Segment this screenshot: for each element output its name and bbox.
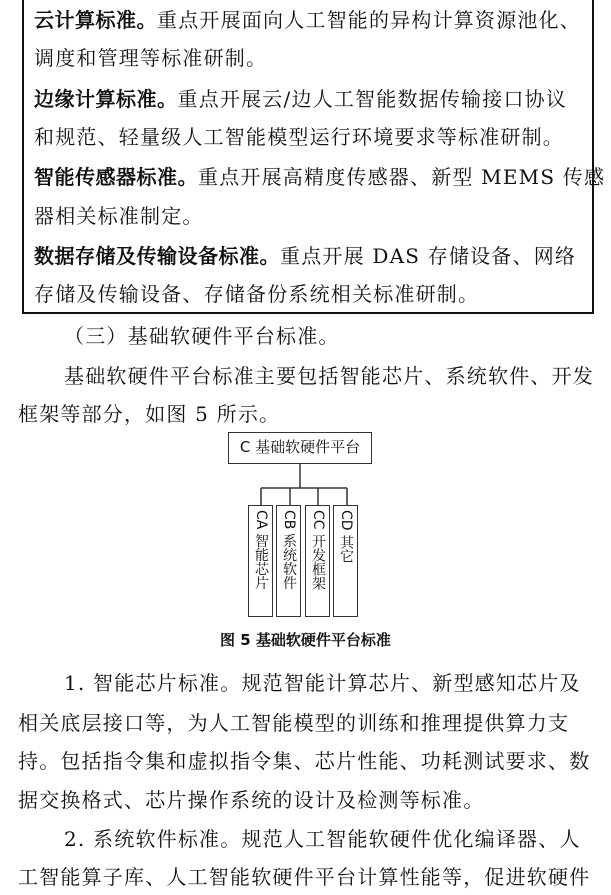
- intro-line-1: 基础软硬件平台标准主要包括智能芯片、系统软件、开发: [64, 364, 594, 388]
- section-heading: （三）基础软硬件平台标准。: [64, 324, 340, 348]
- para1-line-2: 相关底层接口等，为人工智能模型的训练和推理提供算力支: [18, 711, 570, 735]
- figure-caption: 图 5 基础软硬件平台标准: [220, 631, 391, 649]
- diagram-node-cb-label: CB 系统软件: [281, 510, 297, 590]
- diagram-root-node: C 基础软硬件平台: [228, 432, 372, 464]
- edge-computing-line-2: 和规范、轻量级人工智能模型运行环境要求等标准研制。: [34, 125, 564, 149]
- cloud-computing-line-1: 云计算标准。重点开展面向人工智能的异构计算资源池化、: [34, 8, 581, 32]
- storage-transmission-line-1: 数据存储及传输设备标准。重点开展 DAS 存储设备、网络: [34, 244, 577, 268]
- edge-computing-line-1: 边缘计算标准。重点开展云/边人工智能数据传输接口协议: [34, 87, 568, 111]
- diagram-node-cc-label: CC 开发框架: [310, 510, 326, 591]
- diagram-node-cc: [305, 505, 330, 617]
- para2-line-2: 工智能算子库、人工智能软硬件平台计算性能等，促进软硬件: [18, 865, 591, 889]
- smart-sensor-line-1: 智能传感器标准。重点开展高精度传感器、新型 MEMS 传感: [34, 165, 606, 189]
- para1-line-4: 据交换格式、芯片操作系统的设计及检测等标准。: [18, 788, 485, 812]
- para1-line-1: 1. 智能芯片标准。规范智能计算芯片、新型感知芯片及: [64, 671, 581, 695]
- para1-line-3: 持。包括指令集和虚拟指令集、芯片性能、功耗测试要求、数: [18, 749, 591, 773]
- diagram-node-cd-label: CD 其它: [338, 510, 354, 564]
- diagram-node-cb: [276, 505, 301, 617]
- storage-transmission-line-2: 存储及传输设备、存储备份系统相关标准研制。: [34, 282, 480, 306]
- diagram-node-ca: [248, 505, 273, 617]
- para2-line-1: 2. 系统软件标准。规范人工智能软硬件优化编译器、人: [64, 827, 581, 851]
- smart-sensor-line-2: 器相关标准制定。: [34, 204, 204, 228]
- cloud-computing-line-2: 调度和管理等标准研制。: [34, 46, 268, 70]
- diagram-node-cd: [333, 505, 358, 617]
- intro-line-2: 框架等部分，如图 5 所示。: [18, 402, 281, 426]
- diagram-node-ca-label: CA 智能芯片: [253, 510, 269, 590]
